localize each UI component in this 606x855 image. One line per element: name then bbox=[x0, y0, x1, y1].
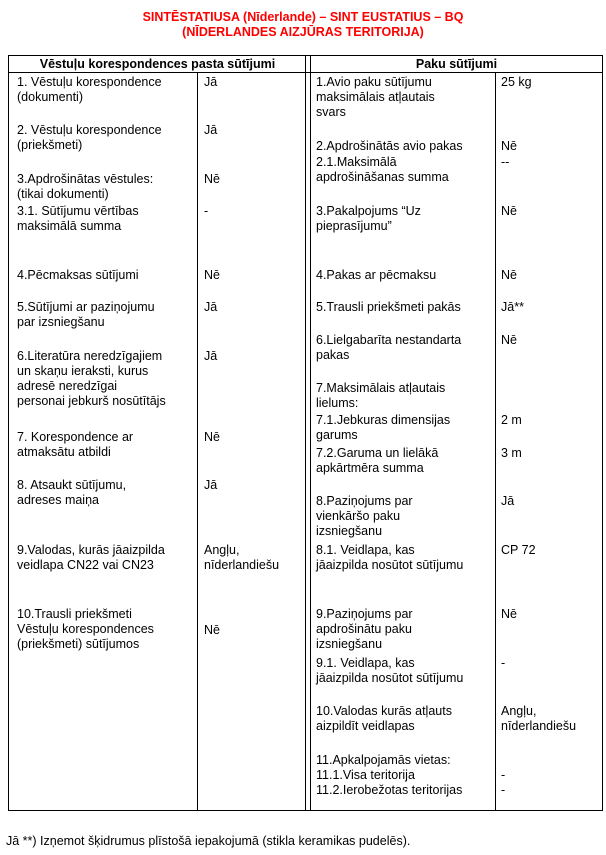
parcel-value: 25 kg bbox=[501, 75, 532, 89]
parcel-value: Nē bbox=[501, 268, 517, 282]
letter-label: 2. Vēstuļu korespondence (priekšmeti) bbox=[17, 123, 162, 152]
letter-value: Jā bbox=[204, 349, 218, 363]
parcels-header: Paku sūtījumi bbox=[415, 57, 498, 71]
parcel-value: 3 m bbox=[501, 446, 522, 460]
parcel-value: Nē bbox=[501, 139, 517, 153]
parcel-value: Nē bbox=[501, 204, 517, 218]
parcel-label: 2.Apdrošinātās avio pakas bbox=[316, 139, 463, 153]
letter-value: Nē bbox=[204, 623, 220, 637]
letter-label: 3.1. Sūtījumu vērtības maksimālā summa bbox=[17, 204, 139, 233]
parcel-label: 11.Apkalpojamās vietas: 11.1.Visa teritorija 11.2.Ierobežotas teritorijas bbox=[316, 753, 463, 797]
letter-label: 4.Pēcmaksas sūtījumi bbox=[17, 268, 139, 282]
letter-value: Jā bbox=[204, 300, 218, 314]
column-divider-parcels-value bbox=[495, 72, 496, 811]
letter-value: - bbox=[204, 204, 209, 218]
letter-value: Angļu, nīderlandiešu bbox=[204, 543, 280, 572]
letter-value: Jā bbox=[204, 75, 218, 89]
parcel-label: 3.Pakalpojums “Uz pieprasījumu” bbox=[316, 204, 421, 233]
parcel-value: Jā** bbox=[501, 300, 524, 314]
letter-label: 3.Apdrošinātas vēstules: (tikai dokumenti) bbox=[17, 172, 154, 201]
letter-label: 5.Sūtījumi ar paziņojumu par izsniegšanu bbox=[17, 300, 155, 329]
parcel-label: 6.Lielgabarīta nestandarta pakas bbox=[316, 333, 462, 362]
parcel-label: 9.Paziņojums par apdrošinātu paku izsniegšanu bbox=[316, 607, 413, 651]
parcel-value: 2 m bbox=[501, 413, 522, 427]
letters-header: Vēstuļu korespondences pasta sūtījumi bbox=[39, 57, 276, 71]
parcel-label: 5.Trausli priekšmeti pakās bbox=[316, 300, 461, 314]
parcel-label: 8.Paziņojums par vienkāršo paku izsniegšanu bbox=[316, 494, 413, 538]
letter-label: 9.Valodas, kurās jāaizpilda veidlapa CN22 vai CN23 bbox=[17, 543, 165, 572]
parcel-label: 7.2.Garuma un lielākā apkārtmēra summa bbox=[316, 446, 439, 475]
parcel-value: Jā bbox=[501, 494, 515, 508]
parcel-label: 2.1.Maksimālā apdrošināšanas summa bbox=[316, 155, 449, 184]
parcel-value: - bbox=[501, 656, 506, 670]
parcel-label: 9.1. Veidlapa, kas jāaizpilda nosūtot sūtījumu bbox=[316, 656, 464, 685]
page-subtitle: (NĪDERLANDES AIZJŪRAS TERITORIJA) bbox=[182, 25, 424, 39]
letter-value: Nē bbox=[204, 172, 220, 186]
letter-label: 10.Trausli priekšmeti Vēstuļu korespondences (priekšmeti) sūtījumos bbox=[17, 607, 154, 651]
page-title: SINTĒSTATIUSA (Nīderlande) – SINT EUSTATIUS – BQ bbox=[142, 10, 464, 24]
letter-label: 6.Literatūra neredzīgajiem un skaņu ieraksti, kurus adresē neredzīgai personai jebkurš nosūtītājs bbox=[17, 349, 166, 408]
parcel-label: 4.Pakas ar pēcmaksu bbox=[316, 268, 437, 282]
letter-value: Jā bbox=[204, 123, 218, 137]
parcel-label: 7.1.Jebkuras dimensijas garums bbox=[316, 413, 451, 442]
letter-value: Nē bbox=[204, 268, 220, 282]
parcel-value: Angļu, nīderlandiešu bbox=[501, 704, 577, 733]
column-divider-sections-right bbox=[310, 55, 311, 811]
footnote: Jā **) Izņemot šķidrumus plīstošā iepakojumā (stikla keramikas pudelēs). bbox=[6, 834, 411, 848]
parcel-value: -- bbox=[501, 155, 510, 169]
parcel-value: Nē bbox=[501, 333, 517, 347]
column-divider-sections-left bbox=[305, 55, 306, 811]
parcel-value: CP 72 bbox=[501, 543, 536, 557]
letter-value: Jā bbox=[204, 478, 218, 492]
letter-value: Nē bbox=[204, 430, 220, 444]
parcel-value: - - bbox=[501, 768, 506, 797]
parcel-label: 7.Maksimālais atļautais lielums: bbox=[316, 381, 446, 410]
letter-label: 7. Korespondence ar atmaksātu atbildi bbox=[17, 430, 134, 459]
letter-label: 1. Vēstuļu korespondence (dokumenti) bbox=[17, 75, 162, 104]
parcel-label: 1.Avio paku sūtījumu maksimālais atļautais svars bbox=[316, 75, 435, 119]
parcel-label: 10.Valodas kurās atļauts aizpildīt veidlapas bbox=[316, 704, 452, 733]
letter-label: 8. Atsaukt sūtījumu, adreses maiņa bbox=[17, 478, 127, 507]
parcel-label: 8.1. Veidlapa, kas jāaizpilda nosūtot sūtījumu bbox=[316, 543, 464, 572]
column-divider-letters-value bbox=[197, 72, 198, 811]
parcel-value: Nē bbox=[501, 607, 517, 621]
